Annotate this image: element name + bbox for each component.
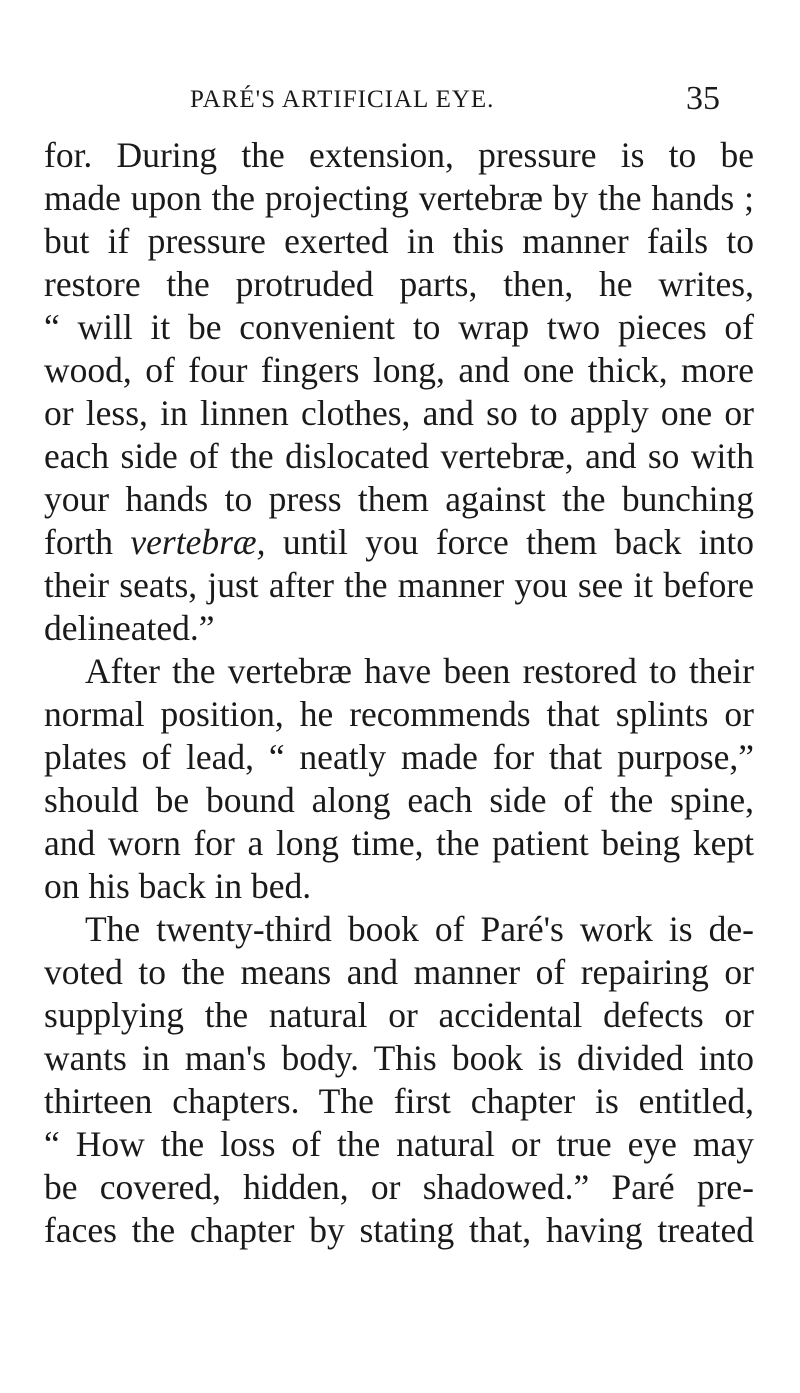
text-line: faces the chapter by stating that, having treated [44,1210,754,1250]
text-line: or less, in linnen clothes, and so to apply one or [44,393,754,433]
text-line: but if pressure exerted in this manner fails to [44,221,754,261]
text-line: be covered, hidden, or shadowed.” Paré pre- [44,1167,754,1207]
text-line: your hands to press them against the bunching [44,479,754,519]
text-line: plates of lead, “ neatly made for that purpose,” [44,737,754,777]
text-line [44,522,755,562]
text-line: should be bound along each side of the spine, [44,780,754,820]
text-line: supplying the natural or accidental defects or [44,995,754,1035]
text-line: normal position, he recommends that splints or [44,694,754,734]
page-number: 35 [686,80,720,117]
text-line: wants in man's body. This book is divided into [44,1038,754,1078]
text-line: restore the protruded parts, then, he writes, [44,264,754,304]
text-line: and worn for a long time, the patient being kept [44,823,754,863]
text-line: on his back in bed. [44,866,312,906]
text-line: “ will it be convenient to wrap two pieces of [44,307,754,347]
italic-word: vertebræ, [130,522,266,562]
running-head: PARÉ'S ARTIFICIAL EYE. [190,86,495,113]
text-line: thirteen chapters. The first chapter is entitled, [44,1081,754,1121]
text-span: until you force them back into [282,522,755,562]
paragraph-start-line: After the vertebræ have been restored to their [85,651,754,691]
text-line: made upon the projecting vertebræ by the hands ; [44,178,754,218]
text-line: wood, of four fingers long, and one thick, more [44,350,754,390]
text-line: their seats, just after the manner you see it before [44,565,754,605]
text-span: forth [44,522,114,562]
text-line: each side of the dislocated vertebræ, and so with [44,436,754,476]
text-line: for. During the extension, pressure is to be [44,135,754,175]
text-line: delineated.” [44,608,215,648]
text-line: “ How the loss of the natural or true eye may [44,1124,754,1164]
text-line: voted to the means and manner of repairing or [44,952,754,992]
paragraph-start-line: The twenty-third book of Paré's work is de- [85,909,754,949]
